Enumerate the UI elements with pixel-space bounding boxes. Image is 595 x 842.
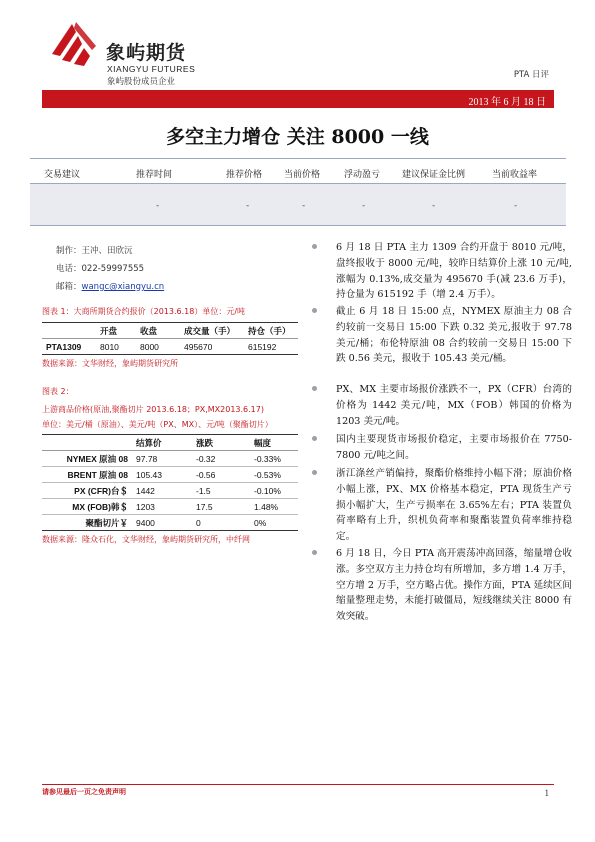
figure2-caption-line3: 单位：美元/桶（原油）、美元/吨（PX、MX）、元/吨（聚酯切片） bbox=[42, 420, 273, 429]
recommendation-table bbox=[30, 158, 566, 226]
author-email-line bbox=[56, 280, 164, 292]
author-email-link[interactable]: wangc@xiangyu.cn bbox=[81, 282, 165, 292]
bullet-text: 6 月 18 日，今日 PTA 高开震荡冲高回落，缩量增仓收涨。多空双方主力持仓均有所增加，多方增 1.4 万手，空方增 2 万手，空方略占优。操作方面，PTA 延续区间缩量整理走势，未能打破僵局，短线继续关注 8000 有效突破。 bbox=[336, 548, 572, 623]
table-row bbox=[42, 467, 298, 483]
author-phone: 电话：022-59997555 bbox=[56, 264, 145, 274]
figure1-header-row bbox=[42, 323, 298, 339]
report-date: 2013 年 6 月 18 日 bbox=[468, 97, 546, 108]
company-logo bbox=[46, 16, 206, 87]
footer-divider bbox=[42, 784, 554, 785]
bullet-dot-icon bbox=[312, 550, 317, 555]
table-row bbox=[42, 339, 298, 355]
figure2-cell: NYMEX 原油 08 bbox=[42, 451, 132, 467]
rec-header-cell: 推荐价格 bbox=[226, 170, 263, 180]
figure1-source: 数据来源：文华财经，象屿期货研究所 bbox=[42, 359, 178, 368]
figure2-cell: 1203 bbox=[132, 499, 192, 515]
report-type: PTA 日评 bbox=[513, 70, 549, 80]
rec-value-cell: - bbox=[514, 201, 518, 211]
figure2-cell: 1442 bbox=[132, 483, 192, 499]
figure2-cell: BRENT 原油 08 bbox=[42, 467, 132, 483]
logo-english-name: XIANGYU FUTURES bbox=[107, 64, 196, 74]
figure1-header-cell: 成交量（手） bbox=[180, 323, 244, 339]
bullet-text: 国内主要现货市场报价稳定，主要市场报价在 7750-7800 元/吨之间。 bbox=[336, 434, 572, 461]
bullet-text: PX、MX 主要市场报价涨跌不一，PX（CFR）台湾的价格为 1442 美元/吨，MX（FOB）韩国的价格为 1203 美元/吨。 bbox=[336, 384, 572, 427]
bullet-text: 截止 6 月 18 日 15:00 点，NYMEX 原油主力 08 合约较前一交易日 15:00 下跌 0.32 美元,报收于 97.78 美元/桶；布伦特原油 08 合约较前一交易日 15:00 下跌 0.56 美元，报收于 105.43 美元/桶。 bbox=[336, 306, 572, 365]
figure1-cell: 8000 bbox=[136, 339, 180, 355]
bullet-text: 6 月 18 日 PTA 主力 1309 合约开盘于 8010 元/吨，盘终报收于 8000 元/吨，较昨日结算价上涨 10 元/吨,涨幅为 0.13%,成交量为 495670 手(减 23.6 万手)，持仓量为 615192 手（增 2.4 万手）。 bbox=[336, 242, 572, 301]
rec-header-cell: 推荐时间 bbox=[136, 170, 173, 180]
figure2-header-row bbox=[42, 435, 298, 451]
figure2-source: 数据来源：隆众石化，文华财经，象屿期货研究所，中纤网 bbox=[42, 535, 250, 544]
author-makers: 制作：王冲、田欣沅 bbox=[56, 246, 133, 256]
figure1-caption: 图表 1：大商所期货合约报价（2013.6.18）单位：元/吨 bbox=[42, 307, 246, 316]
rec-value-cell: - bbox=[302, 201, 306, 211]
bullet-dot-icon bbox=[312, 470, 317, 475]
figure2-cell: 9400 bbox=[132, 515, 192, 531]
figure1-table bbox=[42, 322, 298, 355]
author-email-label: 邮箱： bbox=[56, 282, 82, 292]
bullet-dot-icon bbox=[312, 244, 317, 249]
figure2-cell: -0.56 bbox=[192, 467, 250, 483]
figure2-cell: 0% bbox=[250, 515, 298, 531]
figure1-header-cell: 持仓（手） bbox=[244, 323, 298, 339]
figure1-cell: 495670 bbox=[180, 339, 244, 355]
figure1-cell: PTA1309 bbox=[42, 339, 96, 355]
rec-value-cell: - bbox=[156, 201, 160, 211]
figure2-cell: -0.53% bbox=[250, 467, 298, 483]
figure1-header-cell: 开盘 bbox=[96, 323, 136, 339]
figure1-cell: 615192 bbox=[244, 339, 298, 355]
figure2-cell: MX (FOB)韩＄ bbox=[42, 499, 132, 515]
figure2-caption-line2: 上游商品价格(原油,聚酯切片 2013.6.18；PX,MX2013.6.17) bbox=[42, 405, 264, 414]
figure1-header-cell bbox=[42, 323, 96, 339]
recommendation-header-row bbox=[30, 158, 566, 184]
rec-header-cell: 交易建议 bbox=[44, 170, 81, 180]
figure2-cell: -0.33% bbox=[250, 451, 298, 467]
figure2-cell: -0.32 bbox=[192, 451, 250, 467]
rec-value-cell: - bbox=[362, 201, 366, 211]
bullet-dot-icon bbox=[312, 386, 317, 391]
figure2-cell: 聚酯切片￥ bbox=[42, 515, 132, 531]
figure2-cell: 1.48% bbox=[250, 499, 298, 515]
figure2-caption-line1: 图表 2： bbox=[42, 387, 74, 396]
table-row bbox=[42, 499, 298, 515]
figure2-header-cell bbox=[42, 435, 132, 451]
rec-header-cell: 当前收益率 bbox=[492, 170, 538, 180]
table-row bbox=[42, 451, 298, 467]
figure2-header-cell: 幅度 bbox=[250, 435, 298, 451]
bullet-text: 浙江涤丝产销偏持，聚酯价格维持小幅下滑；原油价格小幅上涨，PX、MX 价格基本稳定，PTA 现货生产亏损小幅扩大，生产亏损率在 3.65%左右；PTA 装置负荷率略有上升，织机负荷率和聚酯装置负荷率维持稳定。 bbox=[336, 468, 572, 543]
figure2-table bbox=[42, 434, 298, 531]
figure2-header-cell: 结算价 bbox=[132, 435, 192, 451]
figure2-header-cell: 涨跌 bbox=[192, 435, 250, 451]
bullet-dot-icon bbox=[312, 308, 317, 313]
rec-value-cell: - bbox=[246, 201, 250, 211]
figure2-cell: -0.10% bbox=[250, 483, 298, 499]
recommendation-value-row bbox=[30, 184, 566, 226]
page-title: 多空主力增仓 关注 8000 一线 bbox=[166, 126, 429, 148]
bullet-dot-icon bbox=[312, 436, 317, 441]
rec-header-cell: 当前价格 bbox=[284, 170, 321, 180]
disclaimer-note: 请参见最后一页之免责声明 bbox=[42, 788, 126, 796]
table-row bbox=[42, 515, 298, 531]
logo-chinese-name: 象屿期货 bbox=[106, 42, 187, 64]
figure2-cell: 17.5 bbox=[192, 499, 250, 515]
rec-header-cell: 建议保证金比例 bbox=[402, 170, 466, 180]
figure2-cell: 105.43 bbox=[132, 467, 192, 483]
rec-header-cell: 浮动盈亏 bbox=[344, 170, 381, 180]
figure2-cell: PX (CFR)台＄ bbox=[42, 483, 132, 499]
figure2-cell: 0 bbox=[192, 515, 250, 531]
figure1-header-cell: 收盘 bbox=[136, 323, 180, 339]
page-number: 1 bbox=[544, 788, 549, 798]
table-row bbox=[42, 483, 298, 499]
figure2-cell: -1.5 bbox=[192, 483, 250, 499]
logo-mark-icon bbox=[46, 16, 104, 74]
date-bar bbox=[42, 90, 554, 108]
figure1-cell: 8010 bbox=[96, 339, 136, 355]
rec-value-cell: - bbox=[432, 201, 436, 211]
logo-subtitle: 象屿股份成员企业 bbox=[107, 77, 176, 87]
figure2-cell: 97.78 bbox=[132, 451, 192, 467]
